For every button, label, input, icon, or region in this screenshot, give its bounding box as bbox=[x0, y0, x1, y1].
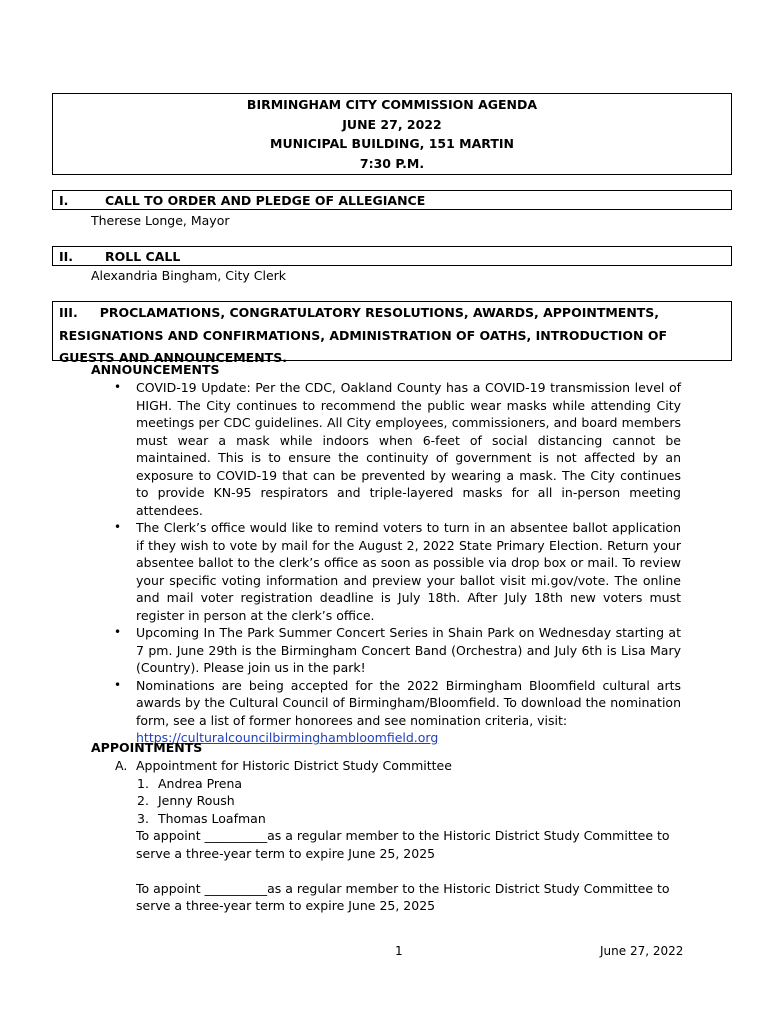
section-2-heading bbox=[52, 246, 732, 266]
candidate-name: Jenny Roush bbox=[158, 793, 235, 808]
announcement-text: Nominations are being accepted for the 2022 Birmingham Bloomfield cultural arts awards by the Cultural Council of Birmingham/Bloomfield. To download the nomination form, see a list of former honorees and see nomination criteria, visit: bbox=[136, 677, 681, 728]
appointment-resolution-1: To appoint __________as a regular member to the Historic District Study Committee to serve a three-year term to expire June 25, 2025 bbox=[136, 828, 670, 861]
list-item bbox=[114, 677, 681, 747]
section-title: CALL TO ORDER AND PLEDGE OF ALLEGIANCE bbox=[105, 193, 426, 208]
section-1-heading bbox=[52, 190, 732, 210]
appointment-title: Appointment for Historic District Study Committee bbox=[136, 758, 452, 773]
section-2-detail: Alexandria Bingham, City Clerk bbox=[91, 268, 287, 283]
header-title: BIRMINGHAM CITY COMMISSION AGENDA bbox=[246, 97, 538, 112]
list-item bbox=[137, 775, 696, 793]
cultural-council-link[interactable]: https://culturalcouncilbirminghambloomfield.org bbox=[136, 730, 439, 745]
bullet-icon: • bbox=[114, 677, 122, 692]
list-item bbox=[114, 379, 681, 519]
bullet-icon: • bbox=[114, 380, 122, 394]
list-item bbox=[114, 624, 681, 677]
candidate-name: Thomas Loafman bbox=[158, 810, 266, 826]
section-number: II. bbox=[59, 249, 74, 264]
bullet-icon: • bbox=[114, 520, 122, 534]
list-number: 1. bbox=[137, 775, 149, 791]
announcement-text: Upcoming In The Park Summer Concert Series in Shain Park on Wednesday starting at 7 pm. June 29th is the Birmingham Concert Band (Orchestra) and July 6th is Lisa Mary (Country). Please join us in the park! bbox=[136, 625, 681, 675]
section-title: ROLL CALL bbox=[105, 249, 181, 264]
appointments-heading: APPOINTMENTS bbox=[91, 740, 203, 755]
header-date: JUNE 27, 2022 bbox=[342, 116, 442, 132]
list-item bbox=[137, 810, 696, 828]
header-location: MUNICIPAL BUILDING, 151 MARTIN bbox=[270, 136, 514, 151]
section-3-heading bbox=[52, 301, 732, 365]
agenda-header bbox=[52, 93, 732, 175]
announcements-list bbox=[114, 379, 681, 747]
section-title-line-3: GUESTS AND ANNOUNCEMENTS. bbox=[59, 350, 287, 365]
page-number: 1 bbox=[395, 944, 403, 958]
candidate-name: Andrea Prena bbox=[158, 775, 243, 791]
section-1-detail: Therese Longe, Mayor bbox=[91, 213, 230, 228]
announcement-text: The Clerk’s office would like to remind voters to turn in an absentee ballot application if they wish to vote by mail for the August 2, 2022 State Primary Election. Return your absentee ballot to the clerk’s office as soon as possible via drop box or mail. To review your specific voting information and preview your ballot visit mi.gov/vote. The online and mail voter registration deadline is July 18th. After July 18th new voters must register in person at the clerk’s office. bbox=[136, 520, 681, 623]
announcements-heading: ANNOUNCEMENTS bbox=[91, 362, 220, 377]
header-time: 7:30 P.M. bbox=[359, 155, 425, 171]
footer-date: June 27, 2022 bbox=[600, 944, 684, 958]
section-number: I. bbox=[59, 193, 69, 208]
list-item bbox=[114, 519, 681, 624]
list-item bbox=[137, 792, 696, 810]
bullet-icon: • bbox=[114, 625, 122, 639]
section-title-line-1: PROCLAMATIONS, CONGRATULATORY RESOLUTIONS, AWARDS, APPOINTMENTS, bbox=[99, 305, 660, 320]
item-label: A. bbox=[115, 758, 128, 773]
appointment-resolution-2: To appoint __________as a regular member to the Historic District Study Committee to serve a three-year term to expire June 25, 2025 bbox=[136, 880, 670, 913]
section-number: III. bbox=[59, 305, 78, 320]
announcement-text: COVID-19 Update: Per the CDC, Oakland County has a COVID-19 transmission level of HIGH. The City continues to recommend the public wear masks while attending City meetings per CDC guidelines. All City employees, commissioners, and board members must wear a mask while indoors when 6-feet of social distancing cannot be maintained. This is to ensure the continuity of government is not affected by an exposure to COVID-19 that can be prevented by wearing a mask. The City continues to provide KN-95 respirators and triple-layered masks for all in-person meeting attendees. bbox=[136, 380, 681, 518]
appointments-list bbox=[115, 757, 696, 915]
list-number: 3. bbox=[137, 810, 149, 826]
list-number: 2. bbox=[137, 793, 149, 808]
candidate-list bbox=[136, 775, 696, 828]
section-title-line-2: RESIGNATIONS AND CONFIRMATIONS, ADMINISTRATION OF OATHS, INTRODUCTION OF bbox=[59, 327, 668, 343]
